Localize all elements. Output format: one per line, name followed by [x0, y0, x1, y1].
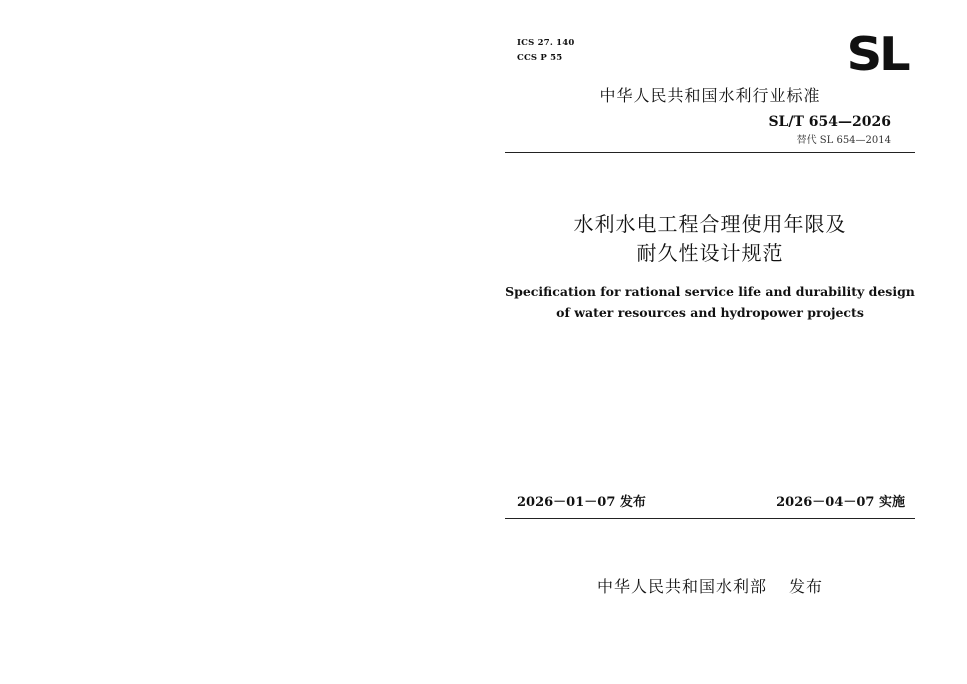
english-title [505, 281, 915, 323]
chinese-title-line-1: 水利水电工程合理使用年限及 [573, 212, 847, 236]
issue-date: 2026－01－07 发布 [517, 495, 646, 510]
standard-authority: 中华人民共和国水利行业标准 [599, 86, 821, 105]
cover-page [505, 0, 915, 684]
classification-codes [517, 36, 575, 66]
chinese-title [505, 210, 915, 268]
publisher: 中华人民共和国水利部 发布 [596, 577, 824, 596]
english-title-line-1: Specification for rational service life and durability design [505, 284, 915, 299]
implementation-date: 2026－04－07 实施 [776, 495, 905, 510]
english-title-line-2: of water resources and hydropower projects [556, 305, 864, 320]
chinese-title-line-2: 耐久性设计规范 [636, 241, 784, 265]
ics-code: ICS 27. 140 [517, 38, 575, 48]
ccs-code: CCS P 55 [517, 53, 563, 63]
standard-number: SL/T 654—2026 [768, 114, 891, 130]
sl-logo: SL [846, 27, 907, 81]
replaces-standard: 替代 SL 654—2014 [796, 135, 891, 146]
top-divider [505, 152, 915, 153]
bottom-divider [505, 518, 915, 519]
